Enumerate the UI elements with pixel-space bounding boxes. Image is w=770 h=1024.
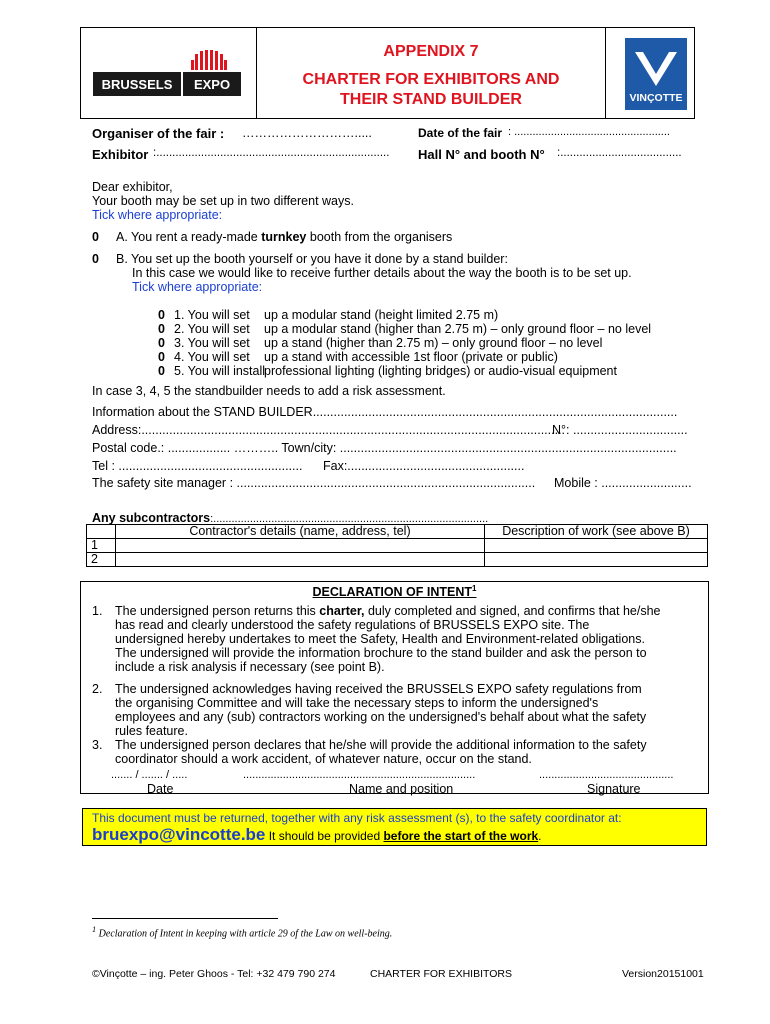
list-item: 0 3. You will set up a stand (higher than 2.75 m) – only ground floor – no level xyxy=(158,336,603,350)
date-fair-field[interactable]: : ................................................... xyxy=(508,126,670,138)
col-contractor-details: Contractor's details (name, address, tel) xyxy=(116,525,485,539)
address-field[interactable]: Address:.......................................................................................................................... xyxy=(92,423,566,437)
contractor-1-cell[interactable] xyxy=(116,539,485,553)
name-position-field[interactable]: ............................................................................ xyxy=(243,769,476,781)
stand-type-5-checkbox[interactable]: 0 xyxy=(158,364,165,378)
option-a-text: A. You rent a ready-made turnkey booth from the organisers xyxy=(116,230,453,244)
list-item: 0 4. You will set up a stand with accessible 1st floor (private or public) xyxy=(158,350,558,364)
signature-label: Signature xyxy=(587,782,641,796)
risk-note: In case 3, 4, 5 the standbuilder needs to add a risk assessment. xyxy=(92,384,446,398)
col-description: Description of work (see above B) xyxy=(485,525,708,539)
date-label: Date xyxy=(147,782,174,796)
appendix-title: APPENDIX 7 xyxy=(383,43,479,60)
contractor-2-cell[interactable] xyxy=(116,553,485,567)
table-row: 1 xyxy=(87,539,708,553)
organiser-label: Organiser of the fair : xyxy=(92,126,225,141)
hall-booth-field[interactable]: :...................................... xyxy=(557,147,682,159)
declaration-box: DECLARATION OF INTENT$^1$ 1. The undersigned person returns this charter, duly completed and signed, and confirms that he/she has read and clearly understood the safety regulations of BRUSSELS EXPO site. The undersigned hereby undertakes to meet the Safety, Health and Environment-related obligations. The undersigned will provide the information brochure to the stand builder and ask the person to include a risk analysis if necessary (see point B). 2. The undersigned acknowledges having received the BRUSSELS EXPO safety regulations from the organising Committee and will take the necessary steps to inform the undersigned's employees and any (sub) contractors working on the undersigned's behalf about what the safety rules feature. 3. The undersigned person declares that he/she will provide the additional information to the safety coordinator should a work accident, of whatever nature, occur on the stand. ....... / ....... / ..... ............................................................................ ............................................ Date Name and position Signature xyxy=(80,581,709,794)
declaration-title: DECLARATION OF INTENT$^1$ xyxy=(312,584,477,600)
return-deadline: bruexpo@vincotte.be It should be provided before the start of the work. xyxy=(92,825,542,844)
intro-text: Your booth may be set up in two different ways. xyxy=(92,194,354,208)
header-box xyxy=(80,27,695,119)
exhibitor-field[interactable]: :......................................................................... xyxy=(153,147,390,159)
stand-builder-info-field[interactable]: Information about the STAND BUILDER......................................................................................................... xyxy=(92,405,678,419)
tick-instruction-b: Tick where appropriate: xyxy=(132,280,263,294)
return-instructions-box xyxy=(82,808,707,846)
organiser-field[interactable]: ………………………..... xyxy=(242,126,372,140)
return-instructions: This document must be returned, together with any risk assessment (s), to the safety coordinator at: xyxy=(92,811,622,825)
stand-type-4-checkbox[interactable]: 0 xyxy=(158,350,165,364)
stand-type-3-checkbox[interactable]: 0 xyxy=(158,336,165,350)
signature-field[interactable]: ............................................ xyxy=(539,769,674,781)
footer-version: Version20151001 xyxy=(622,968,704,980)
date-field[interactable]: ....... / ....... / ..... xyxy=(111,769,188,781)
footer-doc-title: CHARTER FOR EXHIBITORS xyxy=(370,968,512,980)
table-row: 2 xyxy=(87,553,708,567)
vincotte-logo: VINÇOTTE xyxy=(625,38,687,110)
list-item: 0 1. You will set up a modular stand (height limited 2.75 m) xyxy=(158,308,499,322)
email-link[interactable]: bruexpo@vincotte.be xyxy=(92,825,266,844)
description-2-cell[interactable] xyxy=(485,553,708,567)
stand-type-1-checkbox[interactable]: 0 xyxy=(158,308,165,322)
list-item: 0 2. You will set up a modular stand (higher than 2.75 m) – only ground floor – no level xyxy=(158,322,652,336)
option-a-checkbox[interactable]: 0 xyxy=(92,230,99,244)
footer-copyright: ©Vinçotte – ing. Peter Ghoos - Tel: +32 479 790 274 xyxy=(92,968,336,980)
svg-text:BRUSSELS: BRUSSELS xyxy=(101,77,173,92)
brussels-expo-logo xyxy=(93,50,243,98)
subcontractors-line: Any subcontractors:.......................................................................................... xyxy=(92,511,489,525)
svg-text:EXPO: EXPO xyxy=(193,77,231,92)
subcontractors-table xyxy=(86,524,708,567)
greeting: Dear exhibitor, xyxy=(92,180,173,194)
mobile-field[interactable]: Mobile : .......................... xyxy=(554,476,692,490)
exhibitor-label: Exhibitor xyxy=(92,147,149,162)
safety-manager-field[interactable]: The safety site manager : ...................................................................................... xyxy=(92,476,536,490)
charter-title-line2: THEIR STAND BUILDER xyxy=(340,91,522,108)
stand-type-2-checkbox[interactable]: 0 xyxy=(158,322,165,336)
declaration-p2: The undersigned acknowledges having received the BRUSSELS EXPO safety regulations from xyxy=(115,682,642,696)
stand-type-list xyxy=(158,308,718,378)
footnote: $^1$ Declaration of Intent in keeping with article 29 of the Law on well-being. xyxy=(92,925,393,940)
declaration-p1: The undersigned person returns this charter, duly completed and signed, and confirms that he/she xyxy=(115,604,661,618)
postal-town-field[interactable]: Postal code.: .................. ……….. Town/city: ................................................................................................. xyxy=(92,441,677,455)
list-item: 0 5. You will install professional lighting (lighting bridges) or audio-visual equipment xyxy=(158,364,617,378)
charter-title-line1: CHARTER FOR EXHIBITORS AND xyxy=(302,71,560,88)
tel-field[interactable]: Tel : ..................................................... xyxy=(92,459,303,473)
option-b-text: B. You set up the booth yourself or you have it done by a stand builder: xyxy=(116,252,508,266)
hall-booth-label: Hall N° and booth N° xyxy=(418,147,545,162)
option-b-checkbox[interactable]: 0 xyxy=(92,252,99,266)
date-fair-label: Date of the fair xyxy=(418,126,503,140)
description-1-cell[interactable] xyxy=(485,539,708,553)
name-position-label: Name and position xyxy=(349,782,454,796)
fax-field[interactable]: Fax:................................................... xyxy=(323,459,525,473)
declaration-p3: The undersigned person declares that he/she will provide the additional information to the safety xyxy=(115,738,647,752)
footnote-divider xyxy=(92,918,278,919)
table-header-row xyxy=(87,525,708,539)
option-b-detail: In this case we would like to receive further details about the way the booth is to be set up. xyxy=(132,266,632,280)
address-number-field[interactable]: N°: ................................. xyxy=(552,423,688,437)
tick-instruction: Tick where appropriate: xyxy=(92,208,223,222)
